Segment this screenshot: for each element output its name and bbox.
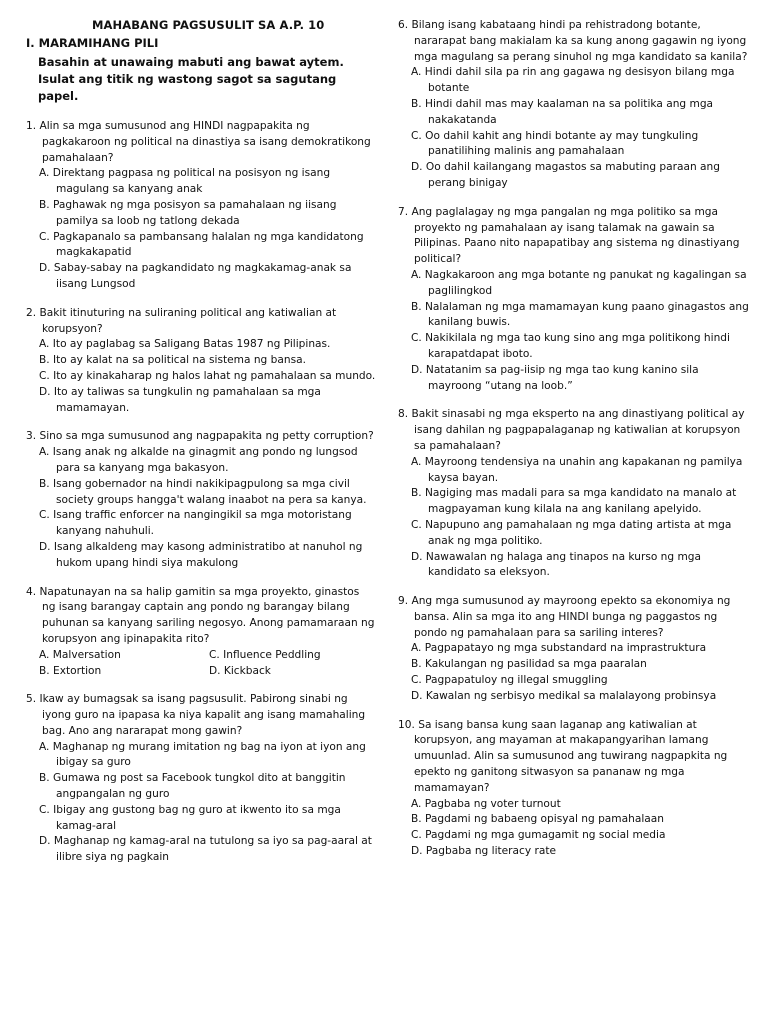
option-a: A. Maghanap ng murang imitation ng bag na iyon at iyon ang ibigay sa guro	[39, 740, 366, 769]
option-a: A. Pagbaba ng voter turnout	[411, 797, 561, 810]
option-a: A. Direktang pagpasa ng political na posisyon ng isang magulang sa kanyang anak	[39, 167, 331, 196]
question-2	[26, 306, 376, 417]
option-c: C. Pagpapatuloy ng illegal smuggling	[411, 674, 608, 687]
question-text: 4. Napatunayan na sa halip gamitin sa mga proyekto, ginastos ng isang barangay captain ang pondo ng barangay bilang puhunan sa kanyang sariling negosyo. Anong pamamaraan ng korupsyon ang ipinapakita rito?	[26, 585, 375, 645]
option-d: D. Oo dahil kailangang magastos sa mabuting paraan ang perang binigay	[411, 161, 720, 189]
instructions: Basahin at unawaing mabuti ang bawat aytem. Isulat ang titik ng wastong sagot sa sagutang papel.	[38, 55, 344, 103]
option-b: B. Nagiging mas madali para sa mga kandidato na manalo at magpayaman kung kilala na ang kanilang apelyido.	[411, 487, 737, 516]
question-3	[26, 429, 376, 571]
option-c: C. Oo dahil kahit ang hindi botante ay may tungkuling panatilihing malinis ang pamahalaan	[411, 129, 699, 158]
option-b: B. Hindi dahil mas may kaalaman na sa politika ang mga nakakatanda	[411, 97, 714, 126]
question-text: 10. Sa isang bansa kung saan laganap ang katiwalian at korupsyon, ang mayaman at makapangyarihan lamang umuunlad. Alin sa sumusunod ang tuwirang nagpapkita ng epekto ng ganitong sitwasyon sa pananaw ng mga mamamayan?	[398, 718, 728, 794]
question-text: 8. Bakit sinasabi ng mga eksperto na ang dinastiyang political ay isang dahilan ng pagpapalaganap ng katiwalian at korupsyon sa pamahalaan?	[398, 408, 745, 452]
question-1	[26, 119, 376, 293]
section-heading: I. MARAMIHANG PILI	[26, 36, 159, 50]
option-a: A. Malversation	[39, 648, 121, 661]
question-8	[398, 407, 750, 581]
option-a: A. Ito ay paglabag sa Saligang Batas 1987 ng Pilipinas.	[39, 338, 331, 351]
question-text: 6. Bilang isang kabataang hindi pa rehistradong botante, nararapat bang makialam ka sa kung anong gagawin ng iyong mga magulang sa perang sinuhol ng mga kandidato sa kanila?	[398, 19, 748, 63]
right-column	[398, 18, 750, 873]
options-grid	[39, 648, 376, 680]
option-d: D. Kawalan ng serbisyo medikal sa malalayong probinsya	[411, 689, 717, 702]
question-6	[398, 18, 750, 192]
question-10	[398, 718, 750, 860]
option-c: C. Ibigay ang gustong bag ng guro at ikwento ito sa mga kamag-aral	[39, 803, 341, 832]
option-c: C. Ito ay kinakaharap ng halos lahat ng pamahalaan sa mundo.	[39, 369, 376, 382]
option-c: C. Pagkapanalo sa pambansang halalan ng mga kandidatong magkakapatid	[39, 230, 364, 259]
option-b: B. Extortion	[39, 664, 102, 677]
question-text: 5. Ikaw ay bumagsak sa isang pagsusulit. Pabirong sinabi ng iyong guro na ipapasa ka niya kapalit ang isang mamahaling bag. Ano ang nararapat mong gawin?	[26, 693, 366, 737]
option-a: A. Mayroong tendensiya na unahin ang kapakanan ng pamilya kaysa bayan.	[411, 455, 743, 484]
option-c: C. Influence Peddling	[209, 648, 321, 661]
option-b: B. Ito ay kalat na sa political na sistema ng bansa.	[39, 354, 306, 367]
question-text: 7. Ang paglalagay ng mga pangalan ng mga politiko sa mga proyekto ng pamahalaan ay isang talamak na gawain sa Pilipinas. Paano nito napapatibay ang sistema ng dinastiyang political?	[398, 205, 740, 266]
option-d: D. Nawawalan ng halaga ang tinapos na kurso ng mga kandidato sa eleksyon.	[411, 550, 702, 579]
option-b: B. Gumawa ng post sa Facebook tungkol dito at banggitin angpangalan ng guro	[39, 772, 346, 801]
question-4	[26, 585, 376, 680]
option-b: B. Kakulangan ng pasilidad sa mga paaralan	[411, 658, 647, 671]
question-9	[398, 594, 750, 705]
option-a: A. Isang anak ng alkalde na ginagmit ang pondo ng lungsod para sa kanyang mga bakasyon.	[39, 446, 358, 474]
question-7	[398, 205, 750, 395]
option-c: C. Pagdami ng mga gumagamit ng social media	[411, 829, 666, 842]
question-text: 1. Alin sa mga sumusunod ang HINDI nagpapakita ng pagkakaroon ng political na dinastiya sa isang demokratikong pamahalaan?	[26, 120, 371, 164]
question-5	[26, 692, 376, 866]
option-d: D. Maghanap ng kamag-aral na tutulong sa iyo sa pag-aaral at ilibre siya ng pagkain	[39, 835, 372, 864]
option-c: C. Isang traffic enforcer na nangingikil sa mga motoristang kanyang nahuhuli.	[39, 509, 352, 538]
option-b: B. Isang gobernador na hindi nakikipagpulong sa mga civil society groups hangga't walang inaabot na pera sa kanya.	[39, 477, 367, 506]
option-d: D. Pagbaba ng literacy rate	[411, 845, 557, 858]
option-a: A. Pagpapatayo ng mga substandard na imprastruktura	[411, 642, 707, 655]
question-text: 3. Sino sa mga sumusunod ang nagpapakita ng petty corruption?	[26, 430, 374, 443]
option-d: D. Kickback	[209, 664, 271, 677]
option-c: C. Napupuno ang pamahalaan ng mga dating artista at mga anak ng mga politiko.	[411, 518, 732, 547]
option-b: B. Paghawak ng mga posisyon sa pamahalaan ng iisang pamilya sa loob ng tatlong dekada	[39, 198, 337, 227]
option-d: D. Isang alkaldeng may kasong administratibo at nanuhol ng hukom upang hindi siya makulong	[39, 540, 363, 569]
option-b: B. Pagdami ng babaeng opisyal ng pamahalaan	[411, 813, 664, 826]
question-text: 9. Ang mga sumusunod ay mayroong epekto sa ekonomiya ng bansa. Alin sa mga ito ang HINDI bunga ng paggastos ng pondo ng pamahalaan para sa sariling interes?	[398, 595, 731, 639]
option-b: B. Nalalaman ng mga mamamayan kung paano ginagastos ang kanilang buwis.	[411, 300, 749, 329]
option-d: D. Natatanim sa pag-iisip ng mga tao kung kanino sila mayroong “utang na loob.”	[411, 363, 699, 392]
option-d: D. Ito ay taliwas sa tungkulin ng pamahalaan sa mga mamamayan.	[39, 385, 321, 414]
option-a: A. Nagkakaroon ang mga botante ng panukat ng kagalingan sa paglilingkod	[411, 268, 747, 297]
left-column	[26, 18, 376, 879]
option-c: C. Nakikilala ng mga tao kung sino ang mga politikong hindi karapatdapat iboto.	[411, 332, 730, 360]
question-text: 2. Bakit itinuturing na suliraning political ang katiwalian at korupsyon?	[26, 306, 337, 335]
option-d: D. Sabay-sabay na pagkandidato ng magkakamag-anak sa iisang Lungsod	[39, 262, 352, 290]
exam-title: MAHABANG PAGSUSULIT SA A.P. 10	[92, 18, 325, 32]
option-a: A. Hindi dahil sila pa rin ang gagawa ng desisyon bilang mga botante	[411, 66, 735, 95]
